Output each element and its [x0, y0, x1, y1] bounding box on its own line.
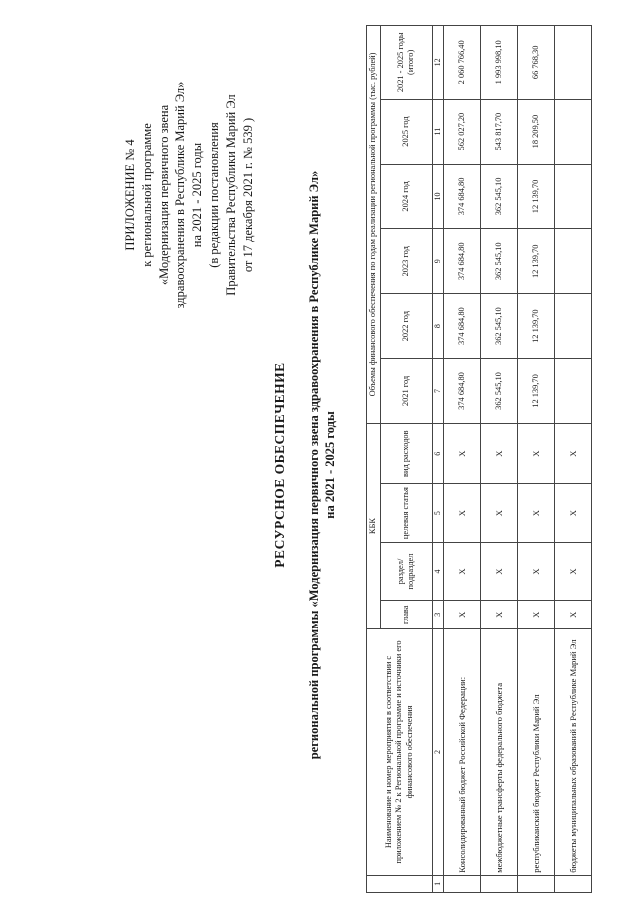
appendix-line: здравоохранения в Республике Марий Эл»: [173, 81, 188, 309]
appendix-line: от 17 декабря 2021 г. № 539 ): [240, 117, 255, 273]
header-cell-total: 2021 - 2025 годы (итого): [380, 26, 432, 100]
cell-2022: [555, 294, 592, 359]
column-number: 1: [432, 875, 444, 892]
row-index-cell: [444, 875, 481, 892]
cell-2021: 12 139,70: [518, 359, 555, 424]
column-number: 5: [432, 484, 444, 542]
appendix-line: «Модернизация первичного звена: [156, 104, 171, 286]
cell-statya: X: [444, 484, 481, 542]
subtitle-line: на 2021 - 2025 годы: [323, 411, 337, 519]
table-row: [518, 26, 555, 893]
header-cell-2023: 2023 год: [380, 229, 432, 294]
cell-total: 66 768,30: [518, 26, 555, 100]
column-number: 2: [432, 629, 444, 875]
row-name: бюджеты муниципальных образований в Республике Марий Эл: [555, 629, 592, 875]
column-number: 6: [432, 423, 444, 484]
cell-2025: 562 027,20: [444, 99, 481, 164]
header-cell-glava: глава: [380, 601, 432, 629]
row-index-cell: [518, 875, 555, 892]
cell-2025: [555, 99, 592, 164]
appendix-line: Правительства Республики Марий Эл: [223, 94, 238, 296]
cell-vid: X: [444, 423, 481, 484]
header-cell-index: [367, 875, 433, 892]
table-row: [481, 26, 518, 893]
table-row: [555, 26, 592, 893]
cell-glava: X: [518, 601, 555, 629]
cell-2024: 362 545,10: [481, 164, 518, 229]
cell-2025: 18 209,50: [518, 99, 555, 164]
cell-2022: 12 139,70: [518, 294, 555, 359]
cell-razdel: X: [518, 542, 555, 600]
cell-2021: [555, 359, 592, 424]
cell-vid: X: [555, 423, 592, 484]
appendix-line: ПРИЛОЖЕНИЕ № 4: [123, 139, 137, 251]
cell-glava: X: [444, 601, 481, 629]
appendix-block: [122, 45, 256, 345]
column-number-row: [432, 26, 444, 893]
document-title: РЕСУРСНОЕ ОБЕСПЕЧЕНИЕ: [272, 362, 287, 568]
column-number: 4: [432, 542, 444, 600]
header-cell-2021: 2021 год: [380, 359, 432, 424]
cell-2023: [555, 229, 592, 294]
cell-2023: 374 684,80: [444, 229, 481, 294]
cell-2024: 12 139,70: [518, 164, 555, 229]
cell-2025: 543 817,70: [481, 99, 518, 164]
cell-glava: X: [555, 601, 592, 629]
header-cell-2025: 2025 год: [380, 99, 432, 164]
header-cell-kbk: КБК: [367, 423, 381, 628]
column-number: 7: [432, 359, 444, 424]
cell-total: 2 060 766,40: [444, 26, 481, 100]
header-cell-vid: вид расходов: [380, 423, 432, 484]
subtitle-line: региональной программы «Модернизация первичного звена здравоохранения в Республике Марий Эл»: [307, 170, 321, 760]
header-cell-2022: 2022 год: [380, 294, 432, 359]
row-name: Консолидированный бюджет Российской Федерации:: [444, 629, 481, 875]
cell-2024: [555, 164, 592, 229]
row-name: республиканский бюджет Республики Марий Эл: [518, 629, 555, 875]
cell-statya: X: [518, 484, 555, 542]
cell-statya: X: [481, 484, 518, 542]
cell-2024: 374 684,80: [444, 164, 481, 229]
column-number: 8: [432, 294, 444, 359]
header-cell-razdel: раздел/ подраздел: [380, 542, 432, 600]
appendix-line: на 2021 - 2025 годы: [190, 142, 205, 248]
table-row: [444, 26, 481, 893]
appendix-line: (в редакции постановления: [206, 122, 221, 268]
cell-statya: X: [555, 484, 592, 542]
column-number: 3: [432, 601, 444, 629]
row-index-cell: [555, 875, 592, 892]
header-cell-2024: 2024 год: [380, 164, 432, 229]
header-cell-volumes: Объемы финансового обеспечения по годам реализации региональной программы (тыс. рублей): [367, 26, 381, 424]
column-number: 9: [432, 229, 444, 294]
column-number: 12: [432, 26, 444, 100]
row-name: межбюджетные трансферты федерального бюджета: [481, 629, 518, 875]
cell-2023: 362 545,10: [481, 229, 518, 294]
cell-razdel: X: [481, 542, 518, 600]
cell-razdel: X: [555, 542, 592, 600]
cell-total: [555, 26, 592, 100]
cell-glava: X: [481, 601, 518, 629]
row-index-cell: [481, 875, 518, 892]
cell-2021: 374 684,80: [444, 359, 481, 424]
cell-vid: X: [518, 423, 555, 484]
cell-2021: 362 545,10: [481, 359, 518, 424]
cell-2022: 374 684,80: [444, 294, 481, 359]
table-header-row: [367, 26, 381, 893]
appendix-line: к региональной программе: [139, 123, 154, 267]
column-number: 11: [432, 99, 444, 164]
document-subtitle: [306, 65, 338, 865]
column-number: 10: [432, 164, 444, 229]
cell-total: 1 993 998,10: [481, 26, 518, 100]
header-cell-name: Наименование и номер мероприятия в соответствии с приложением № 2 к Региональной программе и источники его финансового обеспечения: [367, 629, 433, 875]
cell-2022: 362 545,10: [481, 294, 518, 359]
resource-table: [366, 25, 592, 893]
cell-razdel: X: [444, 542, 481, 600]
header-cell-statya: целевая статья: [380, 484, 432, 542]
cell-2023: 12 139,70: [518, 229, 555, 294]
cell-vid: X: [481, 423, 518, 484]
